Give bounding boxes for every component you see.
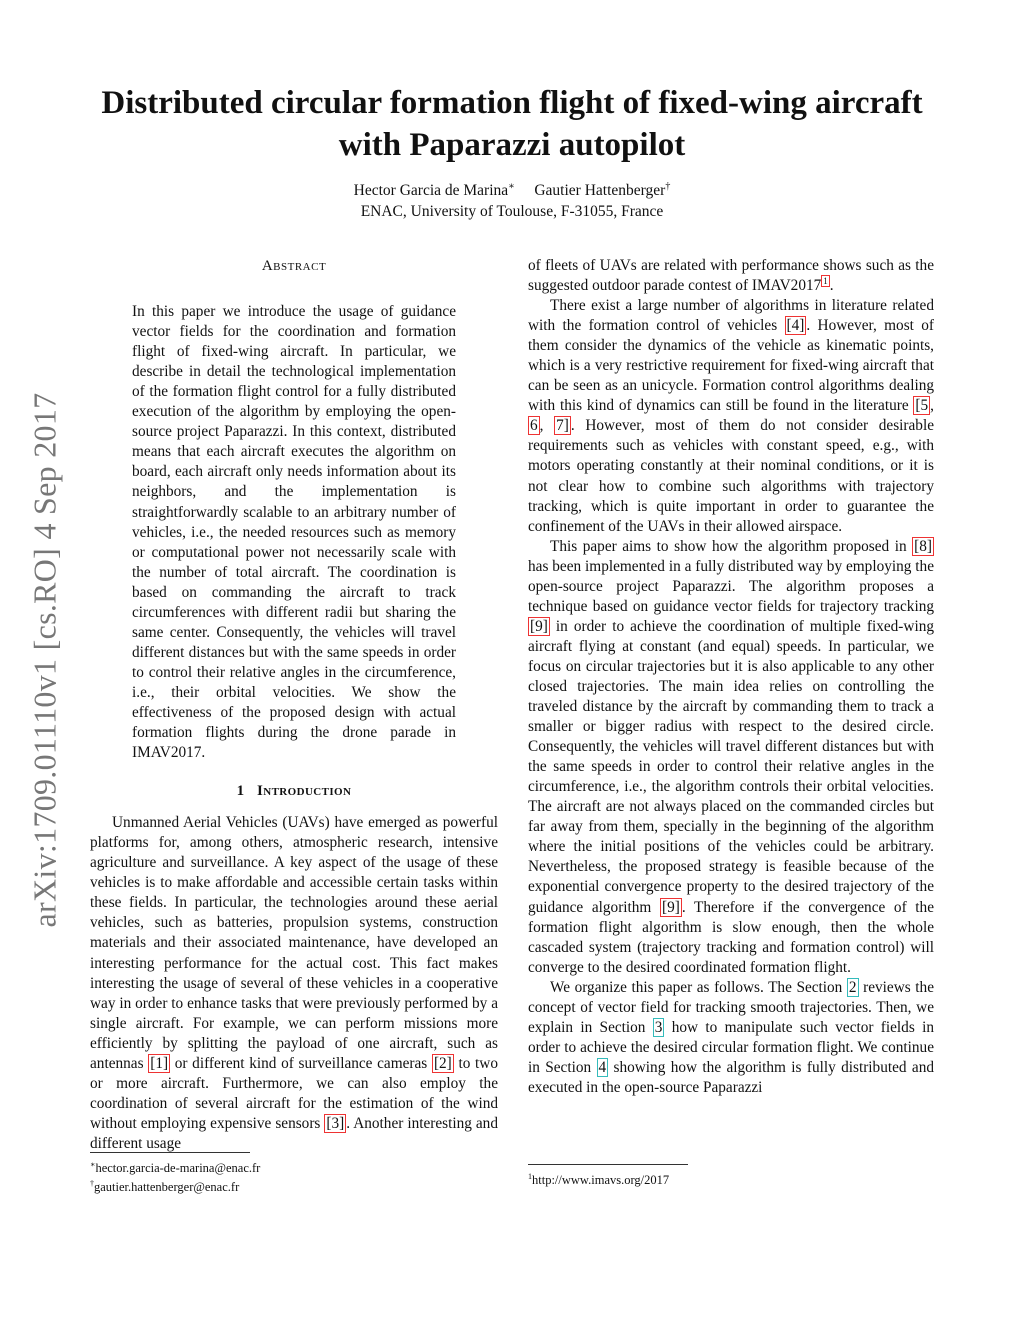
section-link-4[interactable]: 4 [598, 1058, 607, 1076]
footnote-1-mark: 1 [528, 1172, 532, 1181]
text-run: to two or more aircraft. Furthermore, we can also employ the coordination of several aircraft for the estimation of the wind without employing expensive sensors [90, 1054, 498, 1132]
text-run: showing how the algorithm is fully distributed and executed in the open-source Paparazzi [528, 1058, 934, 1096]
footnote-dagger-text[interactable]: gautier.hattenberger@enac.fr [94, 1180, 240, 1195]
footnotes-left [90, 1140, 490, 1195]
affiliation: ENAC, University of Toulouse, F-31055, France [360, 203, 664, 221]
citation-link-8[interactable]: [8] [914, 537, 932, 555]
citation-link-5[interactable]: [5 [915, 397, 929, 415]
left-column [90, 256, 498, 1154]
footnote-rule [528, 1164, 688, 1165]
citation-link-6[interactable]: 6 [530, 417, 538, 435]
citation-link-3[interactable]: [3] [326, 1114, 345, 1132]
citation-link-1[interactable]: [1] [150, 1054, 169, 1072]
citation-link-4[interactable]: [4] [786, 317, 805, 335]
intro-paragraph-4 [528, 978, 934, 1098]
text-run: . [829, 277, 834, 295]
footnote-link-1[interactable]: 1 [823, 275, 828, 286]
author-1-mark: ∗ [508, 181, 515, 192]
text-run: . Another interesting and different usage [90, 1114, 498, 1152]
abstract-heading: Abstract [261, 258, 327, 274]
footnote-1-url[interactable]: http://www.imavs.org/2017 [532, 1173, 670, 1188]
footnote-dagger-mark: † [90, 1179, 94, 1189]
citation-link-7[interactable]: 7] [556, 417, 569, 435]
intro-paragraph-1-continued [528, 256, 934, 296]
footnote-star [90, 1157, 490, 1176]
text-run: . However, most of them consider the dynamics of the vehicle as kinematic points, which is a very restrictive requirement for fixed-wing aircraft that can be seen as an unicycle. Formation control algorithms dealing with this kind of dynamics can still be found in the literature [528, 317, 934, 415]
author-2-mark: † [665, 181, 671, 192]
text-run: reviews the concept of vector field for tracking smooth trajectories. Then, we explain in Section [528, 978, 934, 1036]
text-run: . However, most of them do not consider desirable requirements such as vehicles with constant speed, e.g., with motors operating constantly at their nominal conditions, or it is not clear how to combine such algorithms with trajectory tracking, which is quite important in order to guarantee the confinement of the UAVs in their allowed airspace. [528, 417, 934, 535]
text-run: This paper aims to show how the algorithm proposed in [550, 537, 913, 555]
abstract-body [132, 302, 456, 763]
author-names [100, 176, 924, 201]
intro-paragraph-1 [90, 813, 498, 1154]
arxiv-stamp [20, 360, 70, 960]
arxiv-stamp-text: arXiv:1709.01110v1 [cs.RO] 4 Sep 2017 [26, 392, 63, 928]
section-1-number: 1 [236, 783, 245, 800]
text-run: . Therefore if the convergence of the formation flight algorithm is slow enough, then the whole cascaded system (trajectory tracking and formation control) will converge to the desired coordinated formation flight. [528, 898, 934, 976]
footnotes-right [528, 1152, 928, 1188]
footnote-rule [90, 1152, 250, 1153]
paper-title: Distributed circular formation flight of fixed-wing aircraft with Paparazzi autopilot [101, 85, 923, 163]
section-1-title: Introduction [256, 783, 352, 800]
text-run: We organize this paper as follows. The Section [550, 978, 847, 996]
text-run: Unmanned Aerial Vehicles (UAVs) have emerged as powerful platforms for, among others, atmospheric research, intensive agriculture and surveillance. A key aspect of the usage of these vehicles is to make affordable and accessible certain tasks within these fields. In particular, the technologies around these aerial vehicles, such as batteries, propulsion systems, construction materials and their associated maintenance, have developed an interesting performance for the actual cost. This fact makes interesting the usage of several of these vehicles in a cooperative way in order to enhance tasks that were previously performed by a single aircraft. For example, we can perform missions more efficiently by splitting the payload of one aircraft, such as antennas [90, 814, 498, 1072]
intro-paragraph-3 [528, 537, 934, 978]
text-run: how to manipulate such vector fields in order to achieve the desired circular formation flight. We continue in Section [528, 1018, 934, 1076]
footnote-dagger [90, 1176, 490, 1195]
text-run: in order to achieve the coordination of multiple fixed-wing aircraft flying at constant (and equal) speeds. In particular, we focus on circular trajectories but it is also applicable to any other closed trajectories. The main idea relies on controlling the traveled distance by the aircraft by commanding them to track a smaller or bigger radius with respect to the desired circle. Consequently, the vehicles will travel different distances but with the same speeds in order to control their relative angles in the circumference, i.e., the algorithm controls their orbital velocities. The aircraft are not always placed on the commanded circles but far away from them, specially in the beginning of the algorithm where the initial positions of the vehicles could be arbitrary. Nevertheless, the proposed strategy is feasible because of the exponential convergence property to the desired trajectory of the guidance algorithm [528, 617, 934, 916]
author-block [100, 176, 924, 222]
abstract-text: In this paper we introduce the usage of guidance vector fields for the coordination and formation flight of fixed-wing aircraft. In particular, we describe in detail the technological implementation of the formation flight control for a fully distributed execution of the algorithm by employing the open-source project Paparazzi. In this context, distributed means that each aircraft executes the algorithm on board, each aircraft only needs information about its neighbors, and the implementation is straightforwardly scalable to an arbitrary number of vehicles, i.e., the needed resources such as memory or computational power not necessarily scale with the number of total aircraft. The coordination is based on commanding the aircraft to track circumferences with different radii but sharing the same center. Consequently, the vehicles will travel different distances but with the same speeds in order to control their relative angles in the circumference, i.e., their orbital velocities. We show the effectiveness of the proposed design with actual formation flights during the drone parade in IMAV2017. [132, 303, 456, 762]
section-link-2[interactable]: 2 [848, 978, 857, 996]
section-1-heading [90, 781, 498, 801]
citation-link-2[interactable]: [2] [433, 1054, 452, 1072]
citation-link-9b[interactable]: [9] [661, 898, 680, 916]
text-run: of fleets of UAVs are related with performance shows such as the suggested outdoor parade contest of IMAV2017 [528, 257, 934, 295]
footnote-1 [528, 1169, 928, 1188]
intro-paragraph-2: There exist a large number of algorithms in literature related with the formation control of vehicles [4] . However, most of them consider the dynamics of the vehicle as kinematic points, which is a very restrictive requirement for fixed-wing aircraft that can be seen as an unicycle. Formation control algorithms dealing with this kind of dynamics can still be found in the literature [5 , 6 , 7] . However, most of them do not consider desirable requirements such as vehicles with constant speed, e.g., with motors operating constantly at their nominal conditions, or it is not clear how to combine such algorithms with trajectory tracking, which is quite important in order to guarantee the confinement of the UAVs in their allowed airspace. [528, 297, 934, 535]
text-run: There exist a large number of algorithms in literature related with the formation control of vehicles [528, 297, 934, 335]
text-run: has been implemented in a fully distributed way by employing the open-source project Paparazzi. The algorithm proposes a technique based on guidance vector fields for trajectory tracking [528, 557, 934, 615]
citation-link-9[interactable]: [9] [530, 617, 548, 635]
author-2: Gautier Hattenberger [534, 182, 666, 200]
section-link-3[interactable]: 3 [654, 1018, 663, 1036]
right-column [528, 256, 934, 1098]
footnote-star-mark: ∗ [90, 1160, 96, 1169]
text-run: or different kind of surveillance cameras [170, 1054, 432, 1072]
author-1: Hector Garcia de Marina [353, 182, 509, 200]
footnote-star-text[interactable]: hector.garcia-de-marina@enac.fr [95, 1161, 261, 1176]
